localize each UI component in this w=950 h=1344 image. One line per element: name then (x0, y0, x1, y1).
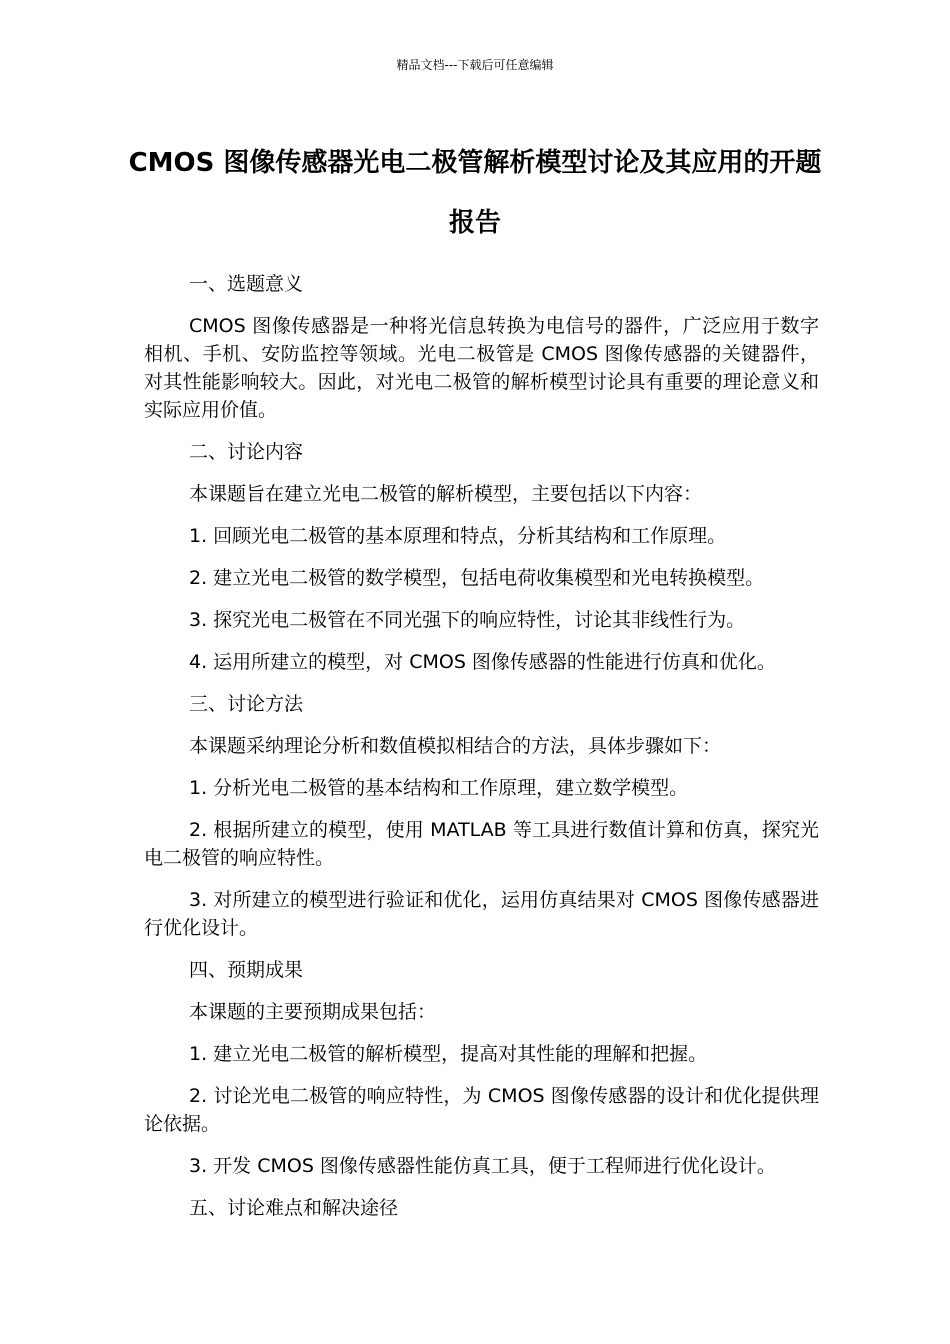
list-item-content-3: 3. 探究光电二极管在不同光强下的响应特性，讨论其非线性行为。 (189, 609, 746, 631)
section-heading-content: 二、讨论内容 (189, 441, 304, 463)
list-item-results-2: 2. 讨论光电二极管的响应特性，为 CMOS 图像传感器的设计和优化提供理论依据。 (144, 1085, 819, 1135)
list-item-method-2: 2. 根据所建立的模型，使用 MATLAB 等工具进行数值计算和仿真，探究光电二极管的响应特性。 (144, 819, 819, 869)
list-item-content-4: 4. 运用所建立的模型，对 CMOS 图像传感器的性能进行仿真和优化。 (189, 651, 776, 673)
section-heading-method: 三、讨论方法 (189, 693, 304, 715)
section-heading-difficulties: 五、讨论难点和解决途径 (189, 1197, 399, 1219)
list-item-method-1: 1. 分析光电二极管的基本结构和工作原理，建立数学模型。 (189, 777, 689, 799)
paragraph-content-intro: 本课题旨在建立光电二极管的解析模型，主要包括以下内容： (189, 483, 703, 505)
section-heading-significance: 一、选题意义 (189, 273, 304, 295)
list-item-results-1: 1. 建立光电二极管的解析模型，提高对其性能的理解和把握。 (189, 1043, 708, 1065)
document-body (144, 270, 819, 1236)
section-heading-results: 四、预期成果 (189, 959, 304, 981)
document-title: CMOS 图像传感器光电二极管解析模型讨论及其应用的开题报告 (128, 148, 822, 238)
paragraph-significance: CMOS 图像传感器是一种将光信息转换为电信号的器件，广泛应用于数字相机、手机、安防监控等领域。光电二极管是 CMOS 图像传感器的关键器件，对其性能影响较大。因此，对光电二极管的解析模型讨论具有重要的理论意义和实际应用价值。 (144, 315, 819, 421)
header-note: 精品文档---下载后可任意编辑 (396, 58, 554, 72)
list-item-method-3: 3. 对所建立的模型进行验证和优化，运用仿真结果对 CMOS 图像传感器进行优化设计。 (144, 889, 819, 939)
paragraph-method-intro: 本课题采纳理论分析和数值模拟相结合的方法，具体步骤如下： (189, 735, 722, 757)
paragraph-results-intro: 本课题的主要预期成果包括： (189, 1001, 437, 1023)
list-item-content-2: 2. 建立光电二极管的数学模型，包括电荷收集模型和光电转换模型。 (189, 567, 765, 589)
list-item-content-1: 1. 回顾光电二极管的基本原理和特点，分析其结构和工作原理。 (189, 525, 727, 547)
list-item-results-3: 3. 开发 CMOS 图像传感器性能仿真工具，便于工程师进行优化设计。 (189, 1155, 776, 1177)
